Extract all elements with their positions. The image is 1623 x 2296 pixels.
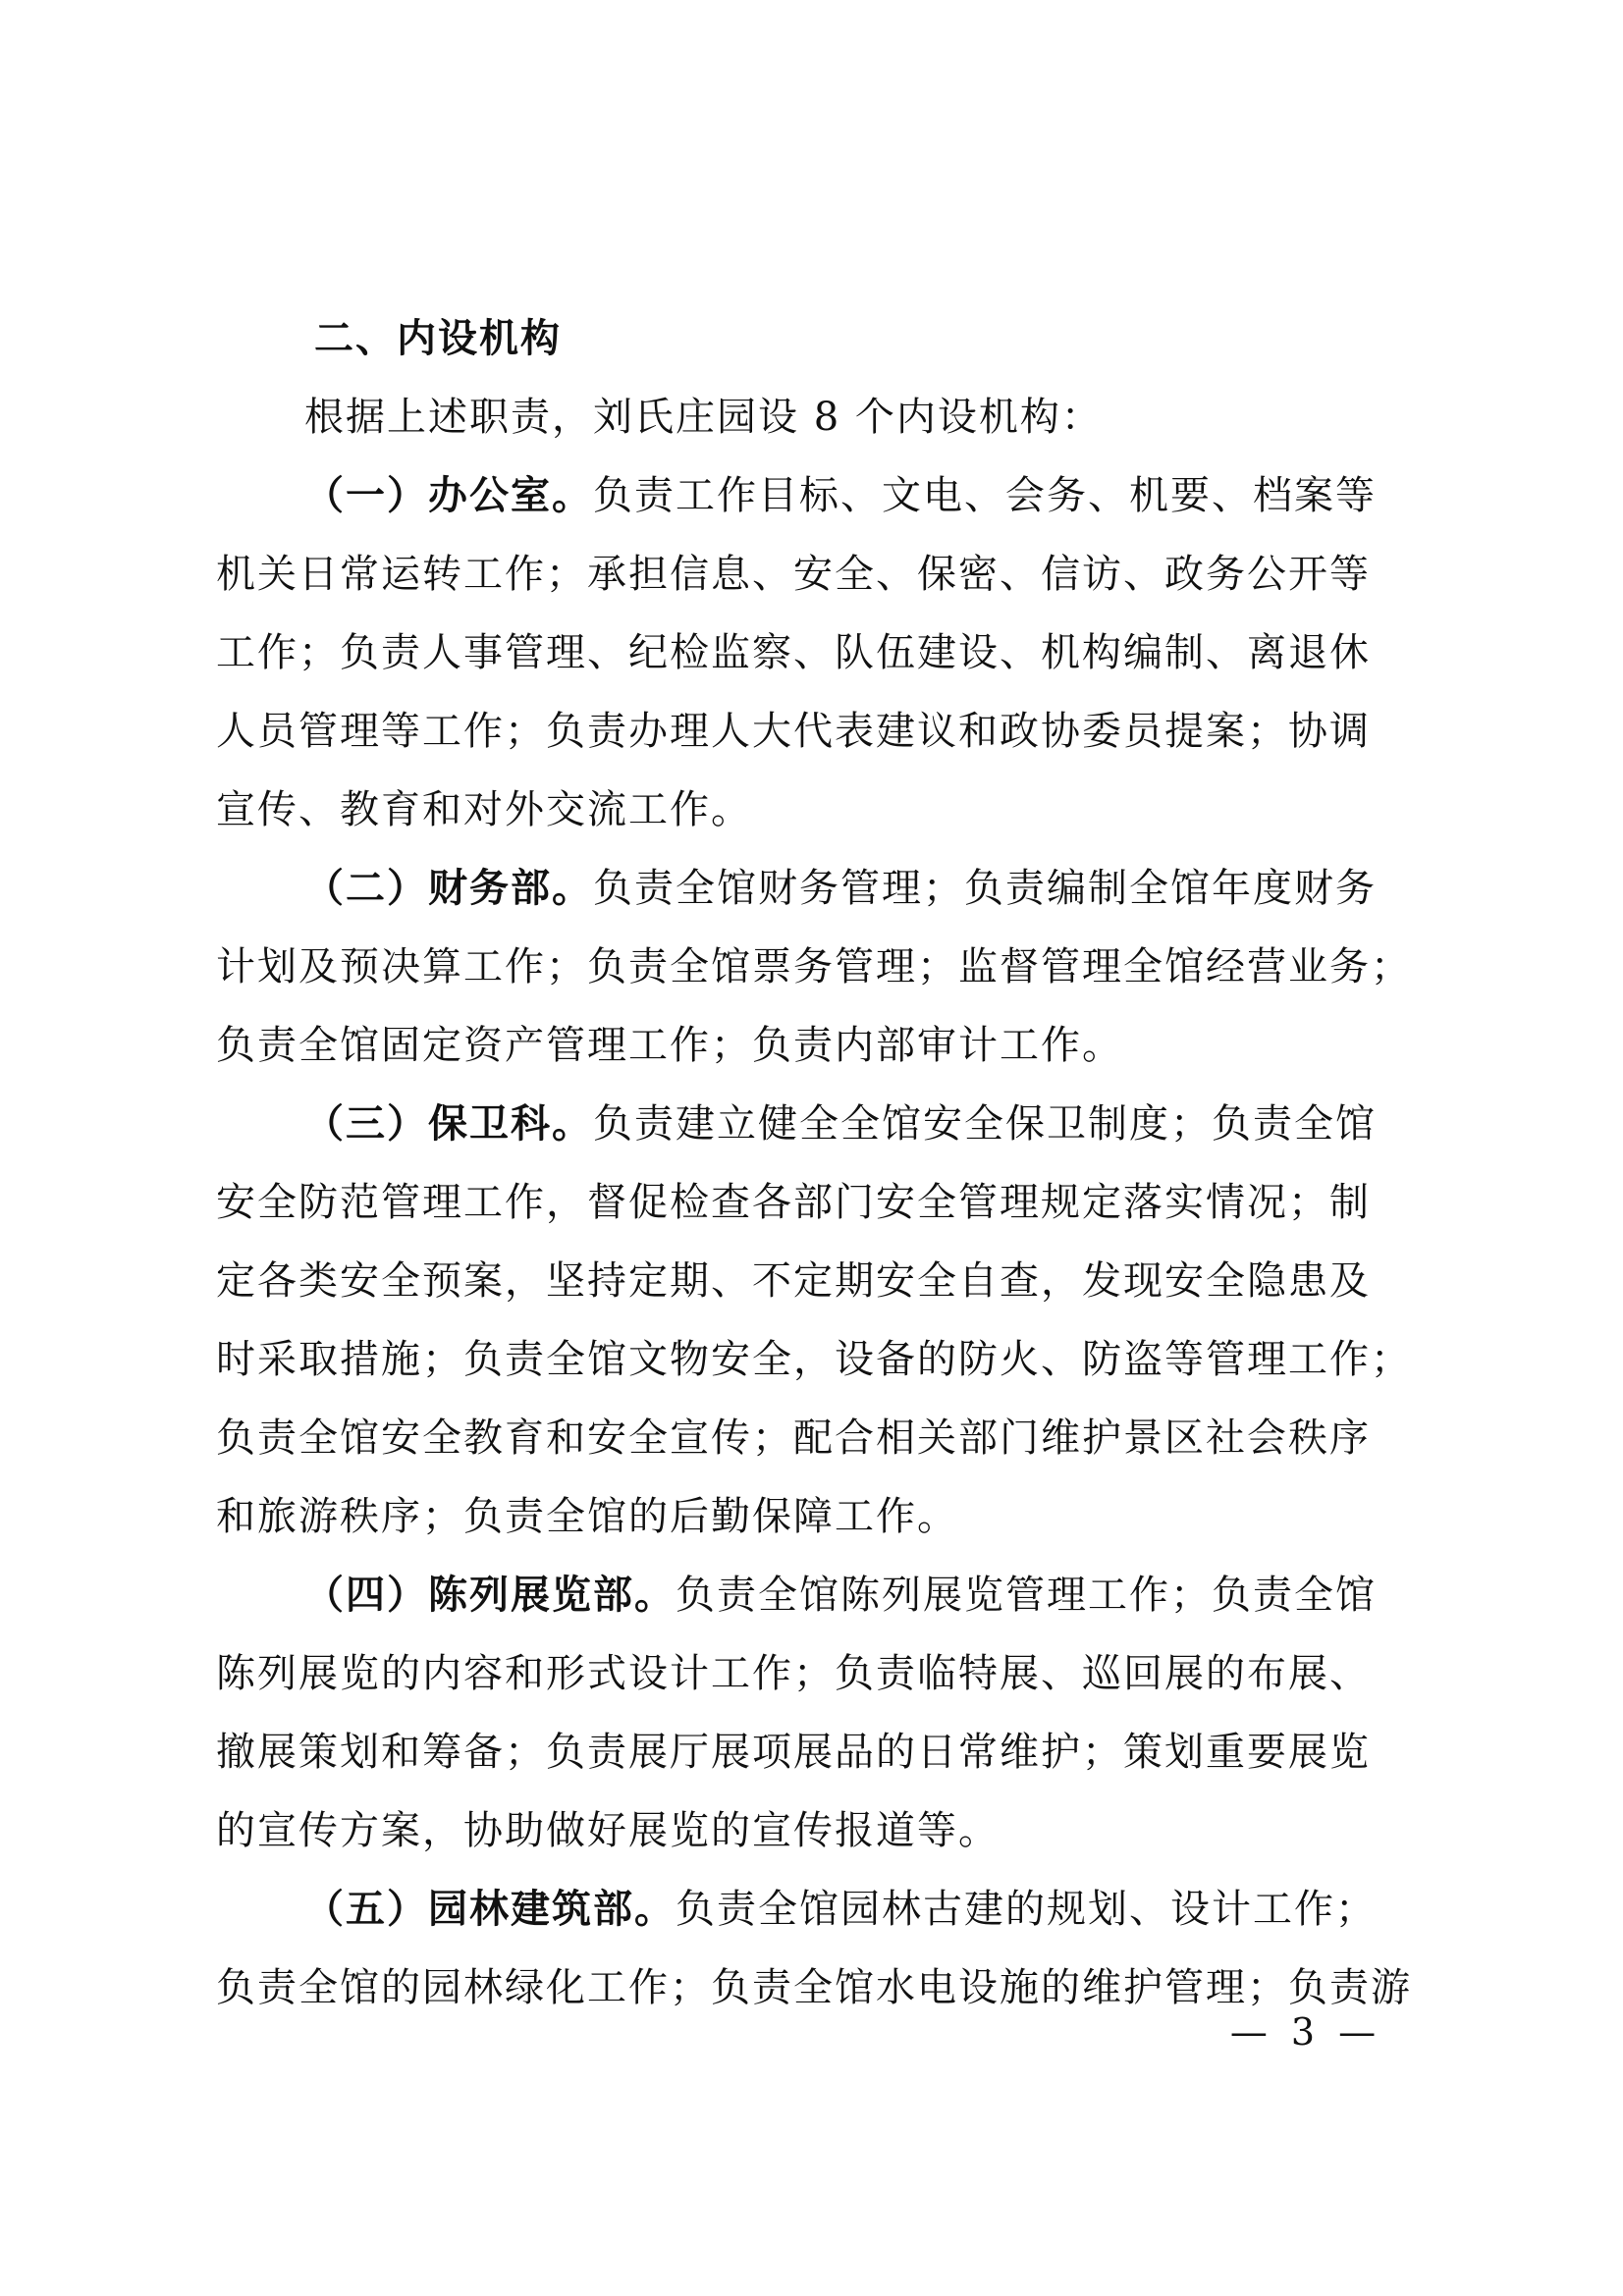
paragraph-line [216,1556,1424,1634]
paragraph-line: 人员管理等工作；负责办理人大代表建议和政协委员提案；协调 [216,709,1371,754]
paragraph-line: 和旅游秩序；负责全馆的后勤保障工作。 [216,1494,958,1539]
paragraph-line: 机关日常运转工作；承担信息、安全、保密、信访、政务公开等 [216,552,1371,597]
paragraph-line: 撤展策划和筹备；负责展厅展项展品的日常维护；策划重要展览 [216,1730,1371,1775]
paragraph-line [216,1870,1424,1949]
paragraph-line: 定各类安全预案，坚持定期、不定期安全自查，发现安全隐患及 [216,1258,1371,1304]
document-body [216,299,1424,2027]
paragraph-lead: （三）保卫科。 [304,1101,593,1147]
paragraph-line: 陈列展览的内容和形式设计工作；负责临特展、巡回展的布展、 [216,1651,1371,1696]
paragraph-line: 时采取措施；负责全馆文物安全，设备的防火、防盗等管理工作； [216,1337,1412,1382]
intro-paragraph: 根据上述职责，刘氏庄园设 8 个内设机构： [304,395,1103,440]
paragraph-line: 计划及预决算工作；负责全馆票务管理；监督管理全馆经营业务； [216,944,1412,989]
paragraph-text: 负责工作目标、文电、会务、机要、档案等 [593,473,1377,518]
paragraph-line: 负责全馆安全教育和安全宣传；配合相关部门维护景区社会秩序 [216,1415,1371,1461]
paragraph-line: 的宣传方案，协助做好展览的宣传报道等。 [216,1808,1000,1853]
paragraph-line: 负责全馆的园林绿化工作；负责全馆水电设施的维护管理；负责游 [216,1965,1412,2010]
paragraph-text: 负责全馆财务管理；负责编制全馆年度财务 [593,866,1377,911]
paragraph-line: 宣传、教育和对外交流工作。 [216,787,752,832]
paragraph-lead: （二）财务部。 [304,866,593,911]
paragraph-finance [216,849,1424,1085]
paragraph-lead: （五）园林建筑部。 [304,1887,676,1932]
section-heading: 二、内设机构 [314,316,562,361]
paragraph-security [216,1085,1424,1556]
paragraph-lead: （四）陈列展览部。 [304,1573,676,1618]
page-number: — 3 — [1229,2010,1382,2054]
paragraph-line: 安全防范管理工作，督促检查各部门安全管理规定落实情况；制 [216,1180,1371,1225]
paragraph-exhibition [216,1556,1424,1870]
paragraph-line [216,849,1424,928]
paragraph-line [216,456,1424,535]
paragraph-line: 工作；负责人事管理、纪检监察、队伍建设、机构编制、离退休 [216,630,1371,675]
paragraph-text: 负责全馆园林古建的规划、设计工作； [676,1887,1377,1932]
paragraph-garden-architecture [216,1870,1424,2027]
paragraph-line: 负责全馆固定资产管理工作；负责内部审计工作。 [216,1023,1123,1068]
paragraph-lead: （一）办公室。 [304,473,593,518]
paragraph-text: 负责建立健全全馆安全保卫制度；负责全馆 [593,1101,1377,1147]
paragraph-text: 负责全馆陈列展览管理工作；负责全馆 [676,1573,1377,1618]
paragraph-line [216,1085,1424,1163]
paragraph-office [216,456,1424,849]
